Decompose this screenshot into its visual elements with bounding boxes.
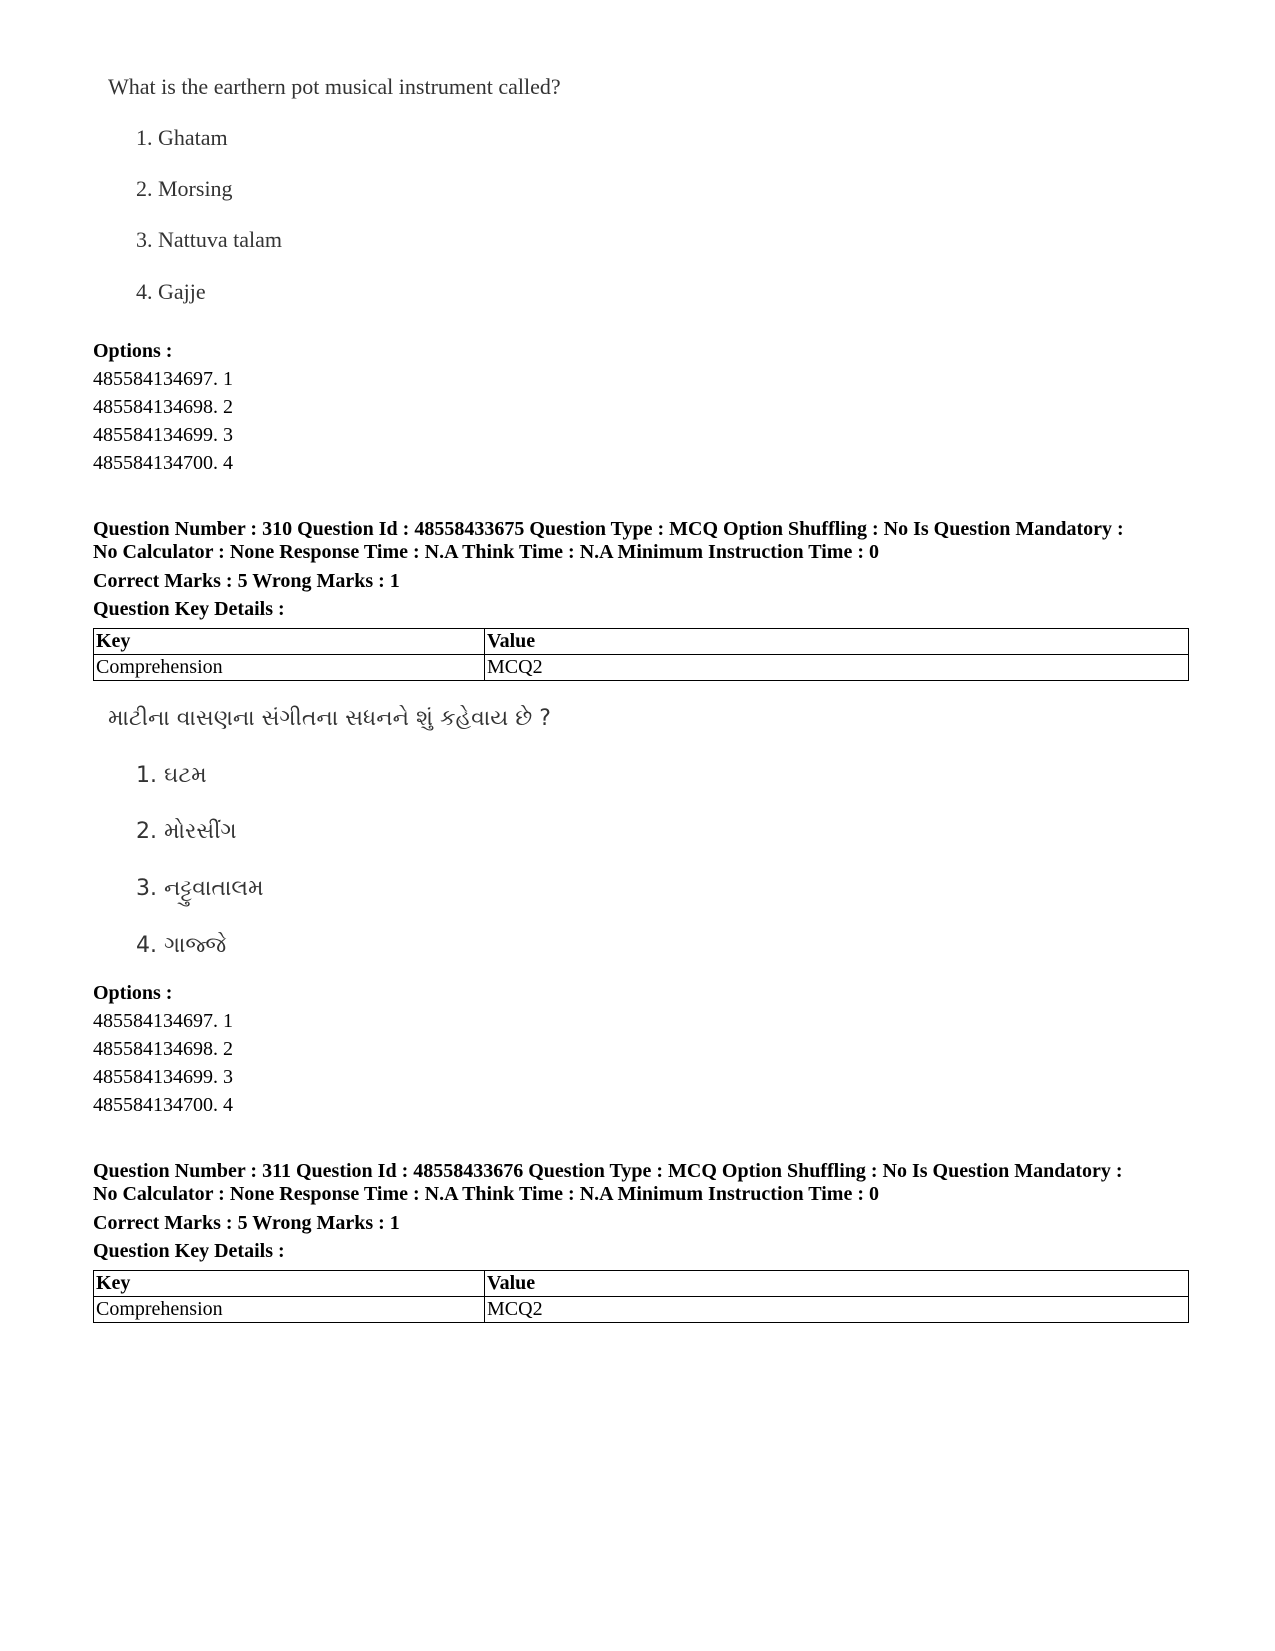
question-image-english xyxy=(108,74,561,304)
table-header-value: Value xyxy=(485,1271,1189,1297)
table-row xyxy=(94,1297,1189,1323)
table-header-row xyxy=(94,1271,1189,1297)
question-choice-2: 2. Morsing xyxy=(136,176,233,201)
question-meta-310 xyxy=(93,518,1193,621)
options-title: Options : xyxy=(93,340,173,362)
question-choice-3: 3. નટ્ટુવાતાલમ xyxy=(136,876,264,901)
key-details-heading: Question Key Details : xyxy=(93,598,285,620)
table-cell-key: Comprehension xyxy=(94,655,485,681)
question-meta-line-1: Question Number : 311 Question Id : 48558433676 Question Type : MCQ Option Shuffling : No Is Question Mandatory : xyxy=(93,1160,1123,1182)
question-image-gujarati xyxy=(108,706,551,958)
option-item: 485584134700. 4 xyxy=(93,452,233,474)
option-item: 485584134699. 3 xyxy=(93,1066,233,1088)
option-item: 485584134697. 1 xyxy=(93,368,233,390)
question-choice-4: 4. ગાજ્જે xyxy=(136,933,227,958)
marks-line: Correct Marks : 5 Wrong Marks : 1 xyxy=(93,1212,400,1234)
options-title: Options : xyxy=(93,982,173,1004)
options-list xyxy=(93,337,233,477)
question-choice-1: 1. Ghatam xyxy=(136,125,228,150)
option-item: 485584134699. 3 xyxy=(93,424,233,446)
table-header-row xyxy=(94,629,1189,655)
option-item: 485584134698. 2 xyxy=(93,1038,233,1060)
table-cell-value: MCQ2 xyxy=(485,1297,1189,1323)
key-value-table-311 xyxy=(93,1270,1189,1323)
options-list xyxy=(93,979,233,1119)
question-meta-line-1: Question Number : 310 Question Id : 48558433675 Question Type : MCQ Option Shuffling : No Is Question Mandatory : xyxy=(93,518,1124,540)
table-header-key: Key xyxy=(94,1271,485,1297)
table-row xyxy=(94,655,1189,681)
table-cell-value: MCQ2 xyxy=(485,655,1189,681)
option-item: 485584134700. 4 xyxy=(93,1094,233,1116)
key-value-table-310 xyxy=(93,628,1189,681)
key-details-heading: Question Key Details : xyxy=(93,1240,285,1262)
question-meta-311 xyxy=(93,1160,1193,1263)
question-text: What is the earthern pot musical instrument called? xyxy=(108,74,561,99)
table-header-key: Key xyxy=(94,629,485,655)
question-choice-2: 2. મોરસીંગ xyxy=(136,819,237,844)
question-choice-4: 4. Gajje xyxy=(136,279,206,304)
option-item: 485584134697. 1 xyxy=(93,1010,233,1032)
marks-line: Correct Marks : 5 Wrong Marks : 1 xyxy=(93,570,400,592)
table-header-value: Value xyxy=(485,629,1189,655)
option-item: 485584134698. 2 xyxy=(93,396,233,418)
question-choice-1: 1. ઘટમ xyxy=(136,763,207,788)
table-cell-key: Comprehension xyxy=(94,1297,485,1323)
question-choice-3: 3. Nattuva talam xyxy=(136,227,283,252)
question-text: માટીના વાસણના સંગીતના સધનને શું કહેવાય છે ? xyxy=(108,706,551,731)
question-meta-line-2: No Calculator : None Response Time : N.A Think Time : N.A Minimum Instruction Time : 0 xyxy=(93,1183,879,1205)
question-meta-line-2: No Calculator : None Response Time : N.A Think Time : N.A Minimum Instruction Time : 0 xyxy=(93,541,879,563)
